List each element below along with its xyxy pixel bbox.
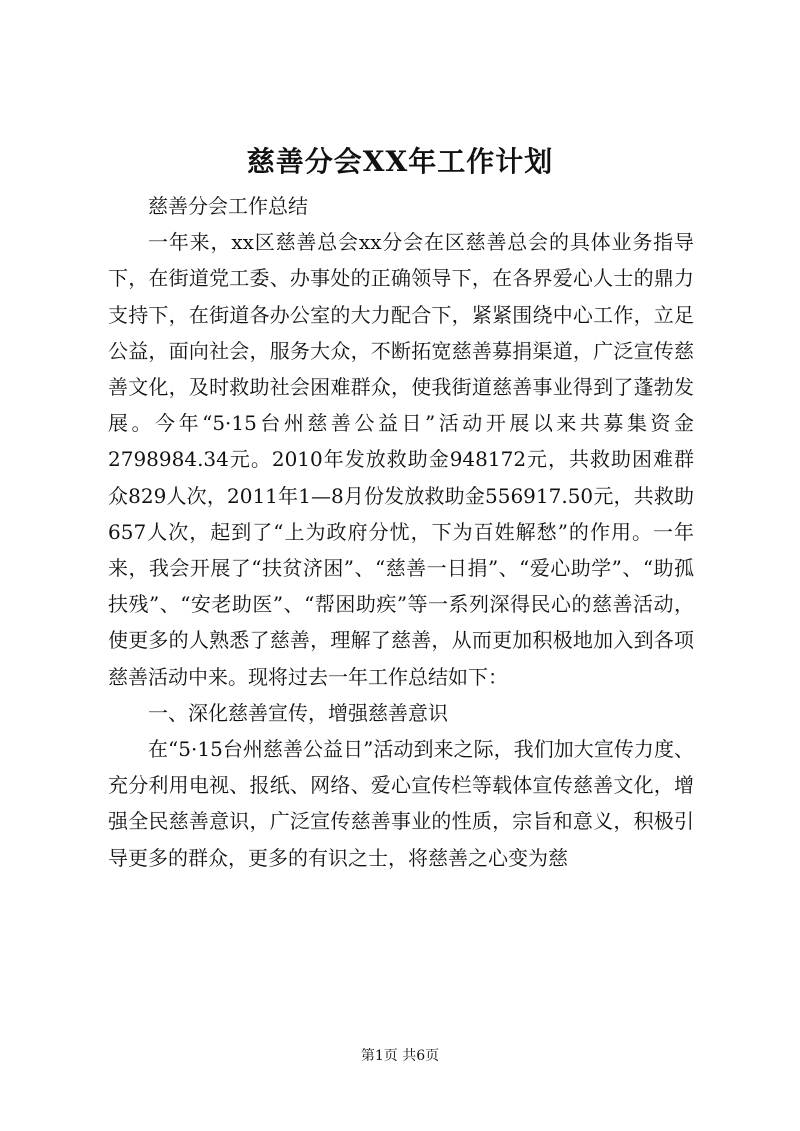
paragraph-summary-heading: 慈善分会工作总结	[148, 194, 308, 218]
paragraph-section-body: 在“5·15台州慈善公益日”活动到来之际，我们加大宣传力度、充分利用电视、报纸、网络、爱心宣传栏等载体宣传慈善文化，增强全民慈善意识，广泛宣传慈善事业的性质，宗旨和意义，积极引导更多的群众，更多的有识之士，将慈善之心变为慈	[108, 737, 694, 870]
document-title: 慈善分会XX年工作计划	[246, 145, 554, 178]
paragraph-section-heading: 一、深化慈善宣传，增强慈善意识	[148, 700, 448, 725]
document-body	[108, 188, 694, 876]
paragraph-intro: 一年来，xx区慈善总会xx分会在区慈善总会的具体业务指导下，在街道党工委、办事处的正确领导下，在各界爱心人士的鼎力支持下，在街道各办公室的大力配合下，紧紧围绕中心工作，立足公益，面向社会，服务大众，不断拓宽慈善募捐渠道，广泛宣传慈善文化，及时救助社会困难群众，使我街道慈善事业得到了蓬勃发展。今年“5·15台州慈善公益日”活动开展以来共募集资金2798984.34元。2010年发放救助金948172元，共救助困难群众829人次，2011年1—8月份发放救助金556917.50元，共救助657人次，起到了“上为政府分忧，下为百姓解愁”的作用。一年来，我会开展了“扶贫济困”、“慈善一日捐”、“爱心助学”、“助孤扶残”、“安老助医”、“帮困助疾”等一系列深得民心的慈善活动，使更多的人熟悉了慈善，理解了慈善，从而更加积极地加入到各项慈善活动中来。现将过去一年工作总结如下：	[108, 230, 694, 689]
page-footer: 第1页 共6页	[360, 1048, 440, 1064]
